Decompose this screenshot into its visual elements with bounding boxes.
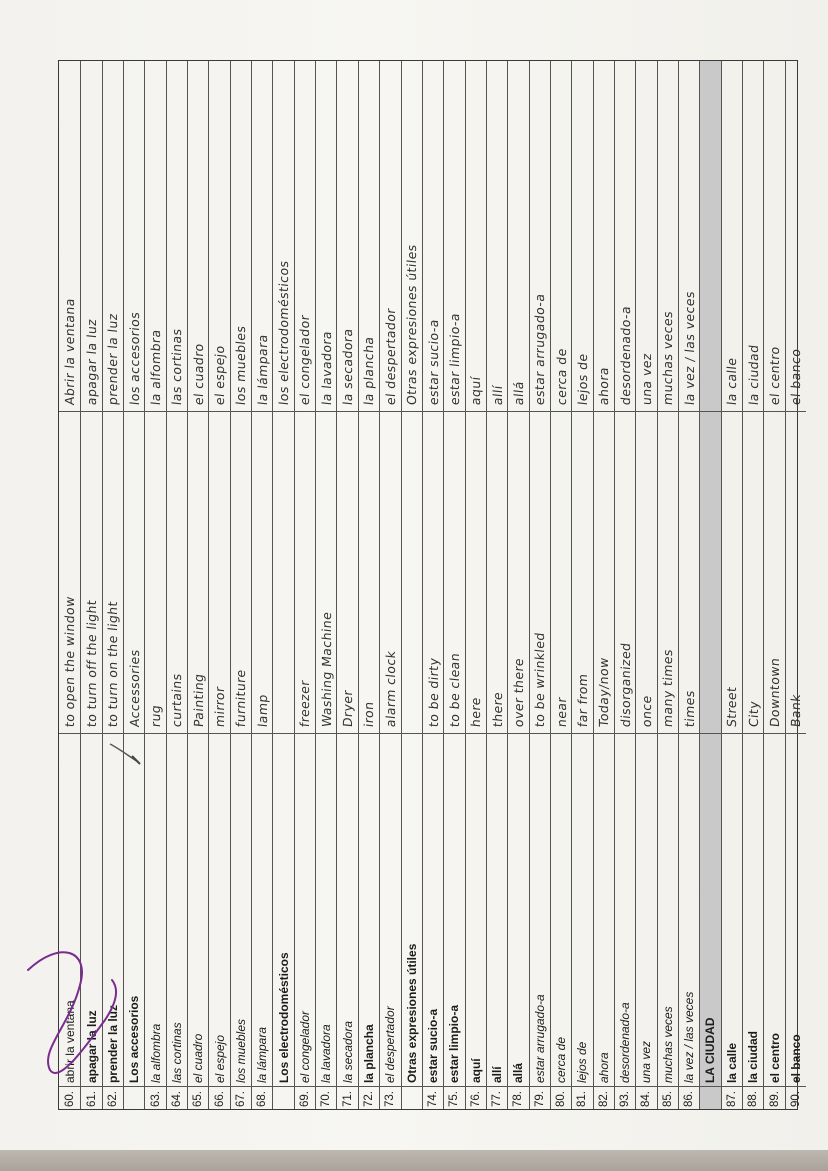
table-row <box>315 61 336 1109</box>
spanish-term: el espejo <box>209 734 229 1087</box>
row-number: 85. <box>661 1091 674 1107</box>
spanish-rewrite: muchas veces <box>660 310 676 407</box>
spanish-term: desordenado-a <box>615 734 635 1087</box>
spanish-rewrite-cell <box>145 61 165 412</box>
spanish-rewrite-cell <box>402 61 422 412</box>
table-row <box>272 61 293 1109</box>
spanish-rewrite-cell <box>103 61 123 412</box>
english-translation: curtains <box>169 672 185 728</box>
spanish-rewrite: el espejo <box>212 344 228 407</box>
english-translation-cell <box>59 412 80 733</box>
english-translation: lamp <box>254 693 270 728</box>
english-translation-cell <box>188 412 208 733</box>
spanish-rewrite-cell <box>615 61 635 412</box>
table-row <box>678 61 699 1109</box>
spanish-term: estar sucio-a <box>423 734 443 1087</box>
spanish-rewrite-cell <box>679 61 699 412</box>
spanish-term: Otras expresiones útiles <box>402 734 422 1087</box>
english-translation: Downtown <box>767 656 783 728</box>
spanish-term: Los accesorios <box>124 734 144 1087</box>
spanish-term: una vez <box>636 734 656 1087</box>
english-translation: furniture <box>233 668 249 728</box>
row-number: 66. <box>213 1091 226 1107</box>
english-translation-cell <box>423 412 443 733</box>
spanish-term: allá <box>508 734 528 1087</box>
row-number: 72. <box>362 1091 375 1107</box>
spanish-term: el despertador <box>380 734 400 1087</box>
spanish-term: muchas veces <box>658 734 678 1087</box>
english-translation-cell <box>658 412 678 733</box>
spanish-rewrite: la alfombra <box>148 328 164 407</box>
row-number: 75. <box>448 1091 461 1107</box>
spanish-term: apagar la luz <box>81 734 101 1087</box>
english-translation: mirror <box>212 685 228 728</box>
spanish-rewrite-cell <box>337 61 357 412</box>
table-row <box>486 61 507 1109</box>
english-translation: over there <box>510 656 526 728</box>
spanish-term: estar limpio-a <box>444 734 464 1087</box>
row-number: 88. <box>747 1091 760 1107</box>
english-translation-cell <box>786 412 806 733</box>
spanish-rewrite-cell <box>316 61 336 412</box>
table-row <box>529 61 550 1109</box>
row-number: 90. <box>789 1091 802 1107</box>
row-number: 87. <box>725 1091 738 1107</box>
spanish-term: Los electrodomésticos <box>273 734 293 1087</box>
pencil-scribble <box>108 740 148 770</box>
spanish-term: las cortinas <box>167 734 187 1087</box>
english-translation: to open the window <box>62 595 78 728</box>
spanish-term: el banco <box>786 734 806 1087</box>
spanish-rewrite-cell <box>423 61 443 412</box>
english-translation-cell <box>636 412 656 733</box>
spanish-term: LA CIUDAD <box>700 734 720 1087</box>
spanish-rewrite-cell <box>466 61 486 412</box>
spanish-rewrite: la vez / las veces <box>681 290 697 407</box>
row-number <box>273 1087 293 1109</box>
table-row <box>593 61 614 1109</box>
spanish-rewrite: aquí <box>468 375 484 407</box>
spanish-rewrite-cell <box>572 61 592 412</box>
spanish-rewrite: apagar la luz <box>84 318 100 407</box>
spanish-rewrite-cell <box>273 61 293 412</box>
row-number <box>402 1087 422 1109</box>
english-translation-cell <box>103 412 123 733</box>
spanish-term: la vez / las veces <box>679 734 699 1087</box>
spanish-rewrite: la lámpara <box>254 333 270 407</box>
english-translation-cell <box>145 412 165 733</box>
row-number: 93. <box>619 1091 632 1107</box>
table-row <box>550 61 571 1109</box>
table-row <box>763 61 784 1109</box>
row-number: 63. <box>149 1091 162 1107</box>
english-translation-cell <box>466 412 486 733</box>
row-number: 80. <box>555 1091 568 1107</box>
spanish-rewrite-cell <box>81 61 101 412</box>
spanish-term: aquí <box>466 734 486 1087</box>
english-translation: once <box>638 694 654 728</box>
table-row <box>443 61 464 1109</box>
spanish-term: la plancha <box>359 734 379 1087</box>
english-translation-cell <box>252 412 272 733</box>
spanish-rewrite-cell <box>658 61 678 412</box>
spanish-rewrite: una vez <box>638 352 654 407</box>
spanish-rewrite-cell <box>188 61 208 412</box>
spanish-rewrite-cell <box>551 61 571 412</box>
row-number: 82. <box>597 1091 610 1107</box>
spanish-rewrite: desordenado-a <box>617 305 633 407</box>
english-translation: freezer <box>297 679 313 728</box>
row-number: 74. <box>427 1091 440 1107</box>
english-translation-cell <box>530 412 550 733</box>
row-number: 78. <box>512 1091 525 1107</box>
spanish-rewrite: la ciudad <box>745 344 761 407</box>
spanish-rewrite-cell <box>359 61 379 412</box>
table-row <box>785 61 806 1109</box>
spanish-rewrite: los electrodomésticos <box>276 260 292 407</box>
row-number: 77. <box>491 1091 504 1107</box>
section-header-row <box>699 61 720 1109</box>
english-translation-cell <box>700 412 720 733</box>
spanish-term: los muebles <box>231 734 251 1087</box>
spanish-rewrite-cell <box>295 61 315 412</box>
english-translation: to turn on the light <box>105 600 121 728</box>
english-translation: there <box>489 690 505 728</box>
spanish-rewrite: Otras expresiones útiles <box>404 243 420 407</box>
spanish-term: abrir la ventana <box>59 734 80 1087</box>
row-number: 62. <box>106 1091 119 1107</box>
spanish-rewrite: los accesorios <box>126 311 142 407</box>
english-translation: alarm clock <box>382 649 398 728</box>
row-number: 81. <box>576 1091 589 1107</box>
spanish-rewrite-cell <box>508 61 528 412</box>
spanish-rewrite: la secadora <box>340 327 356 407</box>
spanish-rewrite: Abrir la ventana <box>62 297 78 407</box>
spanish-rewrite-cell <box>786 61 806 412</box>
spanish-term: la calle <box>722 734 742 1087</box>
spanish-term: estar arrugado-a <box>530 734 550 1087</box>
spanish-rewrite: el congelador <box>297 314 313 407</box>
row-number: 61. <box>85 1091 98 1107</box>
spanish-term: la lavadora <box>316 734 336 1087</box>
spanish-rewrite-cell <box>252 61 272 412</box>
english-translation-cell <box>316 412 336 733</box>
spanish-rewrite: estar sucio-a <box>425 318 441 407</box>
row-number: 71. <box>341 1091 354 1107</box>
spanish-rewrite: estar arrugado-a <box>532 293 548 407</box>
spanish-rewrite: las cortinas <box>169 327 185 407</box>
english-translation: to be dirty <box>425 656 441 728</box>
english-translation: Dryer <box>340 688 356 728</box>
spanish-rewrite-cell <box>636 61 656 412</box>
row-number: 67. <box>234 1091 247 1107</box>
spanish-rewrite-cell <box>530 61 550 412</box>
spanish-term: el congelador <box>295 734 315 1087</box>
spanish-term: prender la luz <box>103 734 123 1087</box>
spanish-rewrite-cell <box>722 61 742 412</box>
table-row <box>336 61 357 1109</box>
row-number: 68. <box>256 1091 269 1107</box>
spanish-rewrite-cell <box>124 61 144 412</box>
english-translation-cell <box>487 412 507 733</box>
english-translation: many times <box>660 648 676 728</box>
row-number: 65. <box>192 1091 205 1107</box>
row-number: 79. <box>533 1091 546 1107</box>
english-translation-cell <box>124 412 144 733</box>
english-translation-cell <box>444 412 464 733</box>
english-translation-cell <box>167 412 187 733</box>
table-row <box>742 61 763 1109</box>
english-translation-cell <box>551 412 571 733</box>
english-translation: far from <box>574 672 590 728</box>
table-row <box>465 61 486 1109</box>
spanish-term: el centro <box>764 734 784 1087</box>
english-translation: Street <box>724 685 740 728</box>
spanish-term: la ciudad <box>743 734 763 1087</box>
table-row <box>635 61 656 1109</box>
english-translation-cell <box>337 412 357 733</box>
spanish-term: ahora <box>594 734 614 1087</box>
spanish-term: lejos de <box>572 734 592 1087</box>
row-number: 64. <box>170 1091 183 1107</box>
spanish-rewrite-cell <box>167 61 187 412</box>
spanish-rewrite-cell <box>487 61 507 412</box>
english-translation: disorganized <box>617 641 633 728</box>
table-row <box>401 61 422 1109</box>
spanish-rewrite-cell <box>700 61 720 412</box>
english-translation-cell <box>402 412 422 733</box>
english-translation-cell <box>679 412 699 733</box>
english-translation-cell <box>743 412 763 733</box>
english-translation-cell <box>508 412 528 733</box>
row-number: 73. <box>384 1091 397 1107</box>
english-translation-cell <box>359 412 379 733</box>
spanish-rewrite: allí <box>489 384 505 407</box>
table-row <box>507 61 528 1109</box>
spanish-term: cerca de <box>551 734 571 1087</box>
spanish-rewrite: los muebles <box>233 325 249 407</box>
spanish-rewrite: lejos de <box>574 352 590 407</box>
spanish-rewrite-cell <box>764 61 784 412</box>
spanish-rewrite: el centro <box>767 345 783 407</box>
row-number <box>700 1087 720 1109</box>
table-row <box>571 61 592 1109</box>
table-row <box>379 61 400 1109</box>
spanish-rewrite-cell <box>231 61 251 412</box>
english-translation: Washing Machine <box>318 610 334 728</box>
english-translation: times <box>681 689 697 728</box>
english-translation: Today/now <box>596 656 612 728</box>
table-row <box>230 61 251 1109</box>
english-translation-cell <box>273 412 293 733</box>
english-translation-cell <box>81 412 101 733</box>
english-translation-cell <box>764 412 784 733</box>
spanish-rewrite: ahora <box>596 366 612 407</box>
spanish-rewrite: el banco <box>788 348 804 407</box>
spanish-term: la lámpara <box>252 734 272 1087</box>
english-translation-cell <box>209 412 229 733</box>
spanish-rewrite-cell <box>743 61 763 412</box>
spanish-rewrite-cell <box>594 61 614 412</box>
english-translation: iron <box>361 700 377 728</box>
english-translation-cell <box>594 412 614 733</box>
table-row <box>721 61 742 1109</box>
spanish-rewrite: la calle <box>724 357 740 407</box>
english-translation: Bank <box>788 692 804 728</box>
spanish-term: el cuadro <box>188 734 208 1087</box>
spanish-term: la secadora <box>337 734 357 1087</box>
spanish-term: la alfombra <box>145 734 165 1087</box>
spanish-rewrite: cerca de <box>553 347 569 407</box>
english-translation: here <box>468 696 484 728</box>
row-number: 89. <box>768 1091 781 1107</box>
spanish-term: allí <box>487 734 507 1087</box>
signature-mark <box>20 930 220 1090</box>
spanish-rewrite: la lavadora <box>318 330 334 407</box>
row-number: 60. <box>63 1091 76 1107</box>
spanish-rewrite-cell <box>380 61 400 412</box>
spanish-rewrite: estar limpio-a <box>446 312 462 407</box>
english-translation-cell <box>572 412 592 733</box>
row-number <box>124 1087 144 1109</box>
spanish-rewrite: la plancha <box>361 335 377 407</box>
table-row <box>422 61 443 1109</box>
table-row <box>251 61 272 1109</box>
spanish-rewrite: prender la luz <box>105 312 121 407</box>
spanish-rewrite-cell <box>209 61 229 412</box>
english-translation: rug <box>148 703 164 728</box>
english-translation: to turn off the light <box>84 598 100 728</box>
english-translation-cell <box>231 412 251 733</box>
scan-edge <box>0 1150 828 1171</box>
table-row <box>614 61 635 1109</box>
spanish-rewrite-cell <box>59 61 80 412</box>
english-translation: to be wrinkled <box>532 631 548 728</box>
table-row <box>657 61 678 1109</box>
spanish-rewrite: allá <box>510 380 526 407</box>
english-translation-cell <box>295 412 315 733</box>
english-translation-cell <box>380 412 400 733</box>
english-translation-cell <box>615 412 635 733</box>
row-number: 84. <box>640 1091 653 1107</box>
row-number: 76. <box>469 1091 482 1107</box>
english-translation: Accessories <box>126 648 142 728</box>
spanish-rewrite: el despertador <box>382 307 398 407</box>
spanish-rewrite: el cuadro <box>190 342 206 407</box>
table-row <box>294 61 315 1109</box>
english-translation: to be clean <box>446 651 462 728</box>
spanish-rewrite-cell <box>444 61 464 412</box>
english-translation-cell <box>722 412 742 733</box>
row-number: 86. <box>683 1091 696 1107</box>
row-number: 70. <box>320 1091 333 1107</box>
english-translation: City <box>745 699 761 728</box>
table-row <box>358 61 379 1109</box>
english-translation: Painting <box>190 672 206 728</box>
english-translation: near <box>553 695 569 728</box>
row-number: 69. <box>298 1091 311 1107</box>
